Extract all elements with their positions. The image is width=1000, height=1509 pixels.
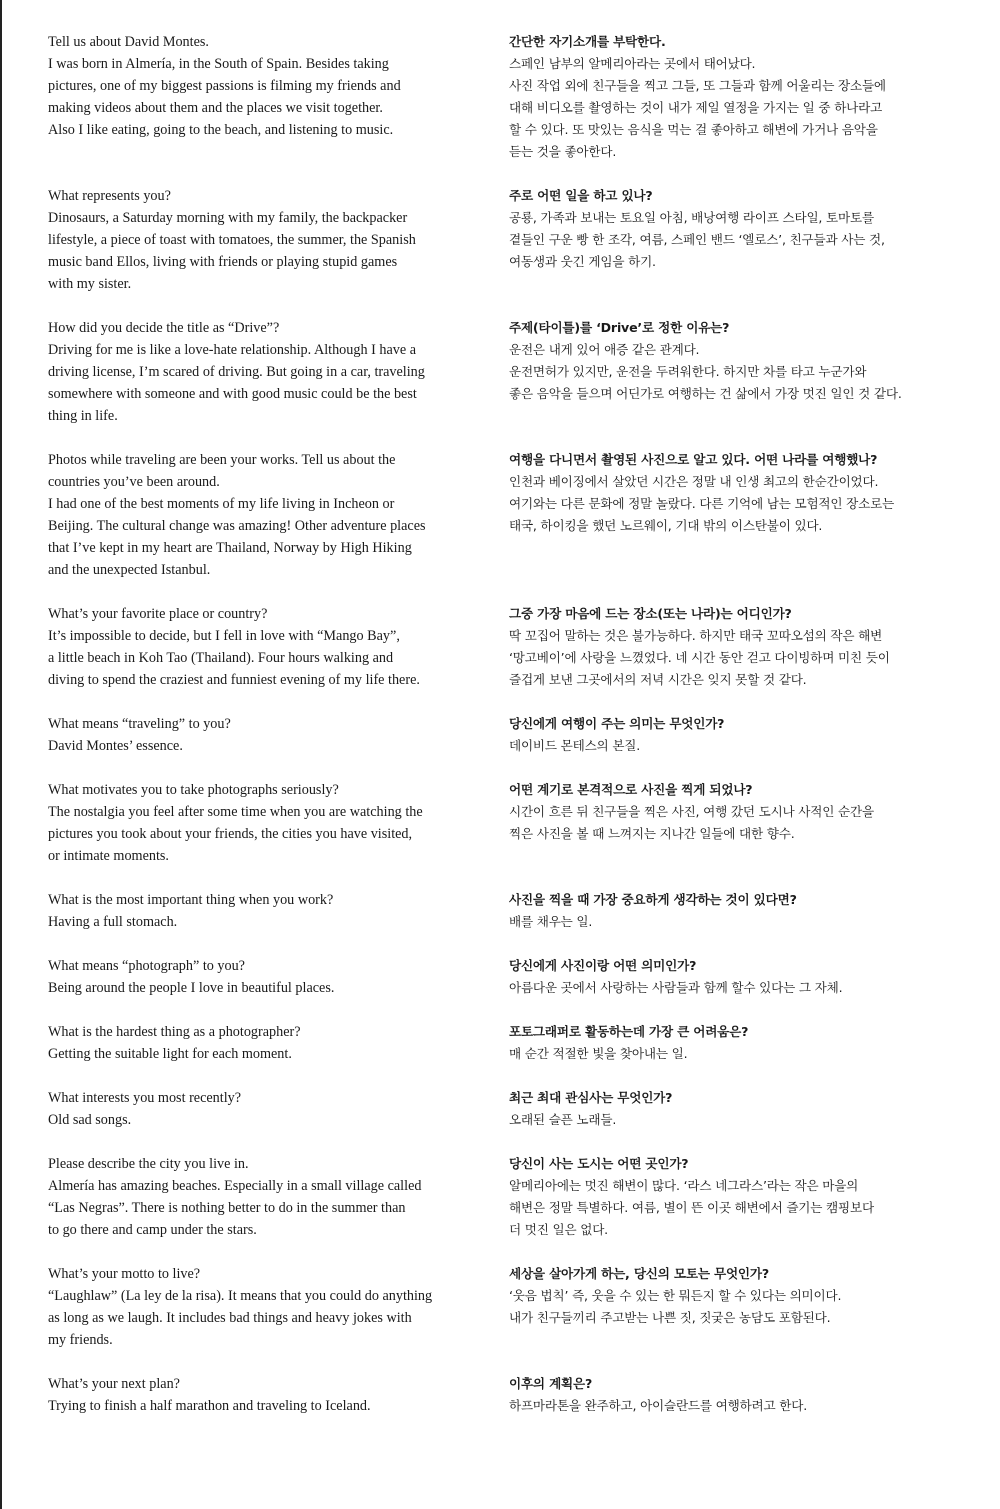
answer: 시간이 흐른 뒤 친구들을 찍은 사진, 여행 갔던 도시나 사적인 순간을 찍은 사진을 볼 때 느껴지는 지나간 일들에 대한 향수.	[509, 804, 874, 841]
answer: 배를 채우는 일.	[509, 914, 593, 929]
qa-en-6	[48, 713, 488, 757]
question: What’s your favorite place or country?	[48, 606, 268, 622]
qa-ko-9	[509, 955, 979, 999]
qa-en-4	[48, 449, 488, 581]
answer: I had one of the best moments of my life living in Incheon or Beijing. The cultural change was amazing! Other adventure places that I’ve kept in my heart are Thailand, Norway by High Hiking and the unexpected Istanbul.	[48, 496, 426, 578]
qa-ko-5	[509, 603, 979, 691]
qa-ko-7	[509, 779, 979, 845]
question: What’s your next plan?	[48, 1376, 180, 1392]
answer: 스페인 남부의 알메리아라는 곳에서 태어났다. 사진 작업 외에 친구들을 찍고 그들, 또 그들과 함께 어울리는 장소들에 대해 비디오를 촬영하는 것이 내가 제일 열정을 가지는 일 중 하나라고 할 수 있다. 또 맛있는 음식을 먹는 걸 좋아하고 해변에 가거나 음악을 듣는 것을 좋아한다.	[509, 56, 886, 159]
answer: 알메리아에는 멋진 해변이 많다. ‘라스 네그라스’라는 작은 마을의 해변은 정말 특별하다. 여름, 별이 뜬 이곳 해변에서 즐기는 캠핑보다 더 멋진 일은 없다.	[509, 1178, 874, 1237]
question: What represents you?	[48, 188, 171, 204]
qa-en-14	[48, 1373, 488, 1417]
question: 세상을 살아가게 하는, 당신의 모토는 무엇인가?	[509, 1266, 769, 1281]
answer: Being around the people I love in beautiful places.	[48, 980, 335, 996]
answer: 아름다운 곳에서 사랑하는 사람들과 함께 할수 있다는 그 자체.	[509, 980, 843, 995]
qa-en-2	[48, 185, 488, 295]
answer: Almería has amazing beaches. Especially in a small village called “Las Negras”. There is nothing better to do in the summer than to go there and camp under the stars.	[48, 1178, 422, 1238]
answer: 인천과 베이징에서 살았던 시간은 정말 내 인생 최고의 한순간이었다. 여기와는 다른 문화에 정말 놀랐다. 다른 기억에 남는 모험적인 장소로는 태국, 하이킹을 했던 노르웨이, 기대 밖의 이스탄불이 있다.	[509, 474, 895, 533]
qa-ko-13	[509, 1263, 979, 1329]
answer: David Montes’ essence.	[48, 738, 183, 754]
qa-en-8	[48, 889, 488, 933]
qa-ko-10	[509, 1021, 979, 1065]
question: What means “traveling” to you?	[48, 716, 231, 732]
answer: 오래된 슬픈 노래들.	[509, 1112, 617, 1127]
answer: Old sad songs.	[48, 1112, 132, 1128]
qa-ko-2	[509, 185, 979, 273]
qa-ko-6	[509, 713, 979, 757]
question: 여행을 다니면서 촬영된 사진으로 알고 있다. 어떤 나라를 여행했나?	[509, 452, 878, 467]
question: 사진을 찍을 때 가장 중요하게 생각하는 것이 있다면?	[509, 892, 797, 907]
answer: 하프마라톤을 완주하고, 아이슬란드를 여행하려고 한다.	[509, 1398, 808, 1413]
qa-ko-1	[509, 31, 979, 163]
qa-ko-8	[509, 889, 979, 933]
answer: Getting the suitable light for each moment.	[48, 1046, 292, 1062]
question: Photos while traveling are been your works. Tell us about the countries you’ve been around.	[48, 452, 396, 490]
answer: 매 순간 적절한 빛을 찾아내는 일.	[509, 1046, 688, 1061]
answer: 운전은 내게 있어 애증 같은 관계다. 운전면허가 있지만, 운전을 두려워한다. 하지만 차를 타고 누군가와 좋은 음악을 들으며 어딘가로 여행하는 건 삶에서 가장 멋진 일인 것 같다.	[509, 342, 902, 401]
answer: “Laughlaw” (La ley de la risa). It means that you could do anything as long as we laugh. It includes bad things and heavy jokes with my friends.	[48, 1288, 433, 1348]
question: 그중 가장 마음에 드는 장소(또는 나라)는 어디인가?	[509, 606, 792, 621]
question: What motivates you to take photographs seriously?	[48, 782, 339, 798]
qa-en-3	[48, 317, 488, 427]
qa-en-5	[48, 603, 488, 691]
answer: It’s impossible to decide, but I fell in love with “Mango Bay”, a little beach in Koh Tao (Thailand). Four hours walking and diving to spend the craziest and funniest evening of my life there.	[48, 628, 420, 688]
question: What is the most important thing when you work?	[48, 892, 334, 908]
qa-en-12	[48, 1153, 488, 1241]
question: 포토그래퍼로 활동하는데 가장 큰 어려움은?	[509, 1024, 749, 1039]
qa-ko-3	[509, 317, 979, 405]
qa-en-1	[48, 31, 488, 141]
question: 주로 어떤 일을 하고 있나?	[509, 188, 653, 203]
question: 최근 최대 관심사는 무엇인가?	[509, 1090, 673, 1105]
question: 당신이 사는 도시는 어떤 곳인가?	[509, 1156, 689, 1171]
question: What’s your motto to live?	[48, 1266, 201, 1282]
qa-ko-11	[509, 1087, 979, 1131]
qa-en-10	[48, 1021, 488, 1065]
question: Please describe the city you live in.	[48, 1156, 249, 1172]
answer: Trying to finish a half marathon and traveling to Iceland.	[48, 1398, 371, 1414]
question: 어떤 계기로 본격적으로 사진을 찍게 되었나?	[509, 782, 753, 797]
question: What interests you most recently?	[48, 1090, 242, 1106]
qa-en-7	[48, 779, 488, 867]
answer: 데이비드 몬테스의 본질.	[509, 738, 641, 753]
answer: ‘웃음 법칙’ 즉, 웃을 수 있는 한 뭐든지 할 수 있다는 의미이다. 내가 친구들끼리 주고받는 나쁜 짓, 짓궂은 농담도 포함된다.	[509, 1288, 842, 1325]
qa-ko-12	[509, 1153, 979, 1241]
question: What means “photograph” to you?	[48, 958, 245, 974]
answer: Having a full stomach.	[48, 914, 178, 930]
qa-ko-14	[509, 1373, 979, 1417]
qa-en-11	[48, 1087, 488, 1131]
answer: The nostalgia you feel after some time when you are watching the pictures you took about your friends, the cities you have visited, or intimate moments.	[48, 804, 423, 864]
question: Tell us about David Montes.	[48, 34, 209, 50]
answer: 공룡, 가족과 보내는 토요일 아침, 배낭여행 라이프 스타일, 토마토를 곁들인 구운 빵 한 조각, 여름, 스페인 밴드 ‘엘로스’, 친구들과 사는 것, 여동생과 웃긴 게임을 하기.	[509, 210, 885, 269]
qa-ko-4	[509, 449, 979, 537]
question: 당신에게 여행이 주는 의미는 무엇인가?	[509, 716, 725, 731]
qa-en-13	[48, 1263, 488, 1351]
qa-en-9	[48, 955, 488, 999]
question: What is the hardest thing as a photographer?	[48, 1024, 301, 1040]
answer: 딱 꼬집어 말하는 것은 불가능하다. 하지만 태국 꼬따오섬의 작은 해변 ‘망고베이’에 사랑을 느꼈었다. 네 시간 동안 걷고 다이빙하며 미친 듯이 즐겁게 보낸 그곳에서의 저녁 시간은 잊지 못할 것 같다.	[509, 628, 890, 687]
question: 당신에게 사진이랑 어떤 의미인가?	[509, 958, 697, 973]
answer: I was born in Almería, in the South of Spain. Besides taking pictures, one of my biggest passions is filming my friends and making videos about them and the places we visit together. Also I like eating, going to the beach, and listening to music.	[48, 56, 401, 138]
question: 간단한 자기소개를 부탁한다.	[509, 34, 666, 49]
question: 주제(타이틀)를 ‘Drive’로 정한 이유는?	[509, 320, 730, 335]
answer: Dinosaurs, a Saturday morning with my family, the backpacker lifestyle, a piece of toast with tomatoes, the summer, the Spanish music band Ellos, living with friends or playing stupid games with my sister.	[48, 210, 416, 292]
answer: Driving for me is like a love-hate relationship. Although I have a driving license, I’m scared of driving. But going in a car, traveling somewhere with someone and with good music could be the best thing in life.	[48, 342, 425, 424]
question: 이후의 계획은?	[509, 1376, 593, 1391]
question: How did you decide the title as “Drive”?	[48, 320, 280, 336]
